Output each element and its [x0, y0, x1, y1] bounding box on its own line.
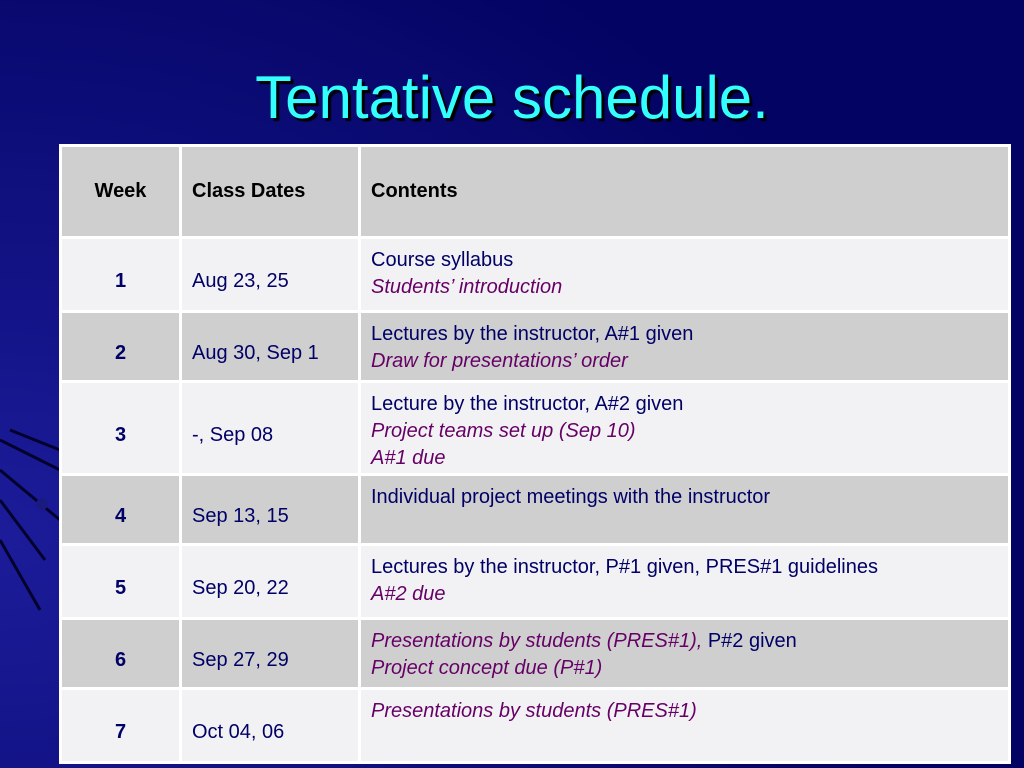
contents-line	[371, 698, 998, 725]
contents-line	[371, 321, 998, 348]
contents-note-text: A#2 due	[371, 583, 446, 605]
table-row	[61, 619, 1010, 689]
contents-note-text: Presentations by students (PRES#1)	[371, 700, 697, 722]
class-dates-cell: Aug 23, 25	[181, 238, 360, 312]
table-row	[61, 238, 1010, 312]
class-dates-cell: Oct 04, 06	[181, 689, 360, 763]
class-dates-cell: Sep 27, 29	[181, 619, 360, 689]
slide-title: Tentative schedule.	[255, 64, 769, 131]
contents-note-text: Project concept due (P#1)	[371, 657, 603, 679]
class-dates-cell: Sep 13, 15	[181, 475, 360, 545]
table-row	[61, 475, 1010, 545]
contents-text: Individual project meetings with the instructor	[371, 486, 771, 508]
contents-text: Lectures by the instructor, A#1 given	[371, 323, 694, 345]
contents-cell	[360, 545, 1010, 619]
schedule-table	[59, 144, 1011, 764]
contents-cell	[360, 382, 1010, 475]
class-dates-cell: -, Sep 08	[181, 382, 360, 475]
contents-text: P#2 given	[702, 630, 797, 652]
header-week: Week	[61, 146, 181, 238]
week-cell: 2	[61, 312, 181, 382]
contents-line	[371, 554, 998, 581]
table-row	[61, 312, 1010, 382]
contents-line	[371, 628, 998, 655]
contents-text: Lectures by the instructor, P#1 given, PRES#1 guidelines	[371, 556, 878, 578]
table-row	[61, 545, 1010, 619]
contents-cell	[360, 689, 1010, 763]
table-header-row	[61, 146, 1010, 238]
table-row	[61, 382, 1010, 475]
contents-cell	[360, 312, 1010, 382]
contents-note-text: A#1 due	[371, 447, 446, 469]
contents-line	[371, 418, 998, 445]
contents-cell	[360, 619, 1010, 689]
week-cell: 4	[61, 475, 181, 545]
contents-line	[371, 348, 998, 375]
contents-line	[371, 391, 998, 418]
contents-note-text: Students’ introduction	[371, 276, 563, 298]
week-cell: 3	[61, 382, 181, 475]
contents-cell	[360, 475, 1010, 545]
class-dates-cell: Aug 30, Sep 1	[181, 312, 360, 382]
contents-line	[371, 484, 998, 511]
class-dates-cell: Sep 20, 22	[181, 545, 360, 619]
contents-cell	[360, 238, 1010, 312]
contents-note-text: Draw for presentations’ order	[371, 350, 628, 372]
contents-text: Lecture by the instructor, A#2 given	[371, 393, 684, 415]
schedule-table-wrapper	[59, 144, 1008, 764]
week-cell: 7	[61, 689, 181, 763]
contents-text: Course syllabus	[371, 249, 514, 271]
contents-line	[371, 247, 998, 274]
table-row	[61, 689, 1010, 763]
contents-line	[371, 445, 998, 472]
header-class-dates: Class Dates	[181, 146, 360, 238]
contents-line	[371, 581, 998, 608]
week-cell: 6	[61, 619, 181, 689]
contents-note-text: Project teams set up (Sep 10)	[371, 420, 636, 442]
header-contents: Contents	[360, 146, 1010, 238]
week-cell: 5	[61, 545, 181, 619]
contents-line	[371, 274, 998, 301]
week-cell: 1	[61, 238, 181, 312]
contents-line	[371, 655, 998, 682]
table-body	[61, 238, 1010, 763]
contents-note-text: Presentations by students (PRES#1),	[371, 630, 703, 652]
